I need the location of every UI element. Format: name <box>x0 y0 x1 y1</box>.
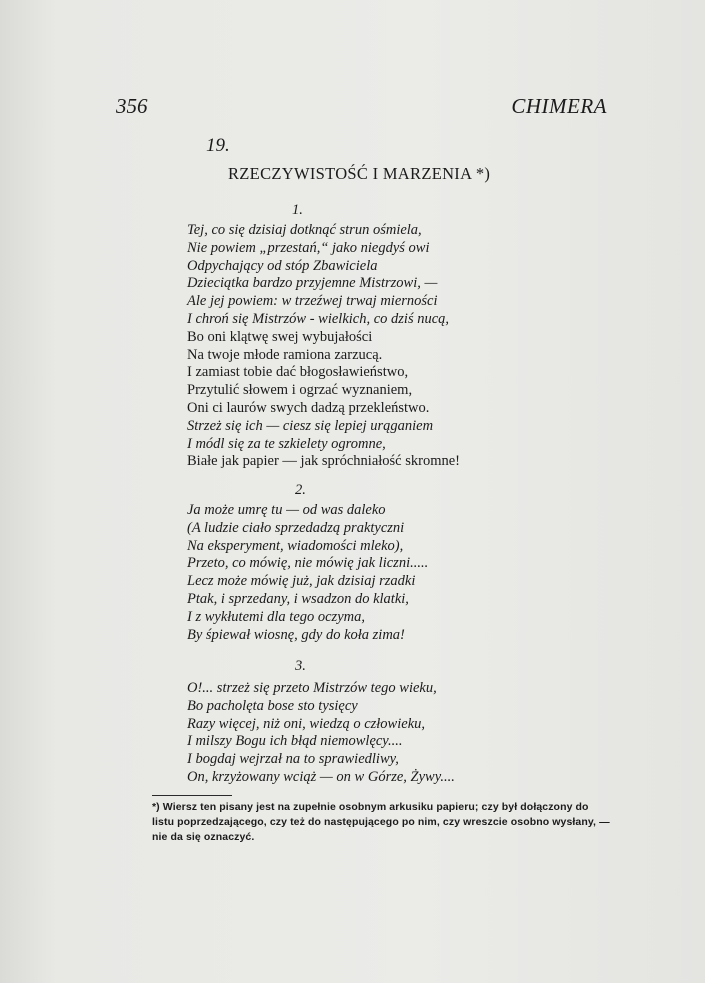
poem-line: I z wykłutemi dla tego oczyma, <box>187 608 365 625</box>
poem-line: Dzieciątka bardzo przyjemne Mistrzowi, — <box>187 275 438 292</box>
poem-line: Przytulić słowem i ogrzać wyznaniem, <box>187 382 413 399</box>
stanza-3 <box>187 680 455 787</box>
poem-title: RZECZYWISTOŚĆ I MARZENIA *) <box>228 164 491 183</box>
poem-line: Odpychający od stóp Zbawiciela <box>187 257 378 274</box>
poem-line: I módl się za te szkielety ogromne, <box>187 435 386 452</box>
poem-line: I chroń się Mistrzów - wielkich, co dziś nucą, <box>187 310 450 327</box>
poem-line: (A ludzie ciało sprzedadzą praktyczni <box>187 519 405 536</box>
running-head: CHIMERA <box>511 94 607 118</box>
poem-line: On, krzyżowany wciąż — on w Górze, Żywy.... <box>187 768 455 785</box>
poem-line: Nie powiem „przestań,“ jako niegdyś owi <box>187 239 430 256</box>
poem-line: By śpiewał wiosnę, gdy do koła zima! <box>187 626 405 643</box>
poem-line: O!... strzeż się przeto Mistrzów tego wieku, <box>187 680 437 696</box>
poem-line: Przeto, co mówię, nie mówię jak liczni..... <box>187 555 429 572</box>
poem-line: I milszy Bogu ich błąd niemowlęcy.... <box>187 733 403 750</box>
poem-line: Strzeż się ich — ciesz się lepiej urąganiem <box>187 417 434 434</box>
footnote: *) Wiersz ten pisany jest na zupełnie osobnym arkusiku papieru; czy był dołączony do listu poprzedzającego, czy też do następującego po nim, czy wreszcie osobno wysłany, — nie da się oznaczyć. <box>152 801 610 843</box>
stanza-2 <box>187 502 428 644</box>
poem-line: I zamiast tobie dać błogosławieństwo, <box>187 364 409 381</box>
poem-line: Na twoje młode ramiona zarzucą. <box>187 346 383 363</box>
poem-line: Ptak, i sprzedany, i wsadzon do klatki, <box>187 590 409 607</box>
stanza-1 <box>187 222 460 471</box>
poem-line: Razy więcej, niż oni, wiedzą o człowieku, <box>187 715 426 732</box>
poem-line: Na eksperyment, wiadomości mleko), <box>187 537 404 554</box>
poem-line: I bogdaj wejrzał na to sprawiedliwy, <box>187 751 399 768</box>
poem-line: Ale jej powiem: w trzeźwej trwaj mierności <box>187 293 438 310</box>
page-number: 356 <box>116 94 148 118</box>
poem-line: Ja może umrę tu — od was daleko <box>187 502 386 518</box>
poem-line: Tej, co się dzisiaj dotknąć strun ośmiela, <box>187 222 422 238</box>
poem-line: Białe jak papier — jak spróchniałość skromne! <box>187 453 461 470</box>
section-number-2: 2. <box>295 482 306 498</box>
poem-line: Bo oni klątwę swej wybujałości <box>187 328 373 345</box>
poem-number: 19. <box>206 135 230 156</box>
poem-line: Oni ci laurów swych dadzą przekleństwo. <box>187 399 430 416</box>
poem-line: Bo pacholęta bose sto tysięcy <box>187 697 358 714</box>
section-number-3: 3. <box>295 658 306 674</box>
section-number-1: 1. <box>292 202 303 218</box>
poem-line: Lecz może mówię już, jak dzisiaj rzadki <box>187 573 416 590</box>
footnote-divider <box>152 795 232 796</box>
